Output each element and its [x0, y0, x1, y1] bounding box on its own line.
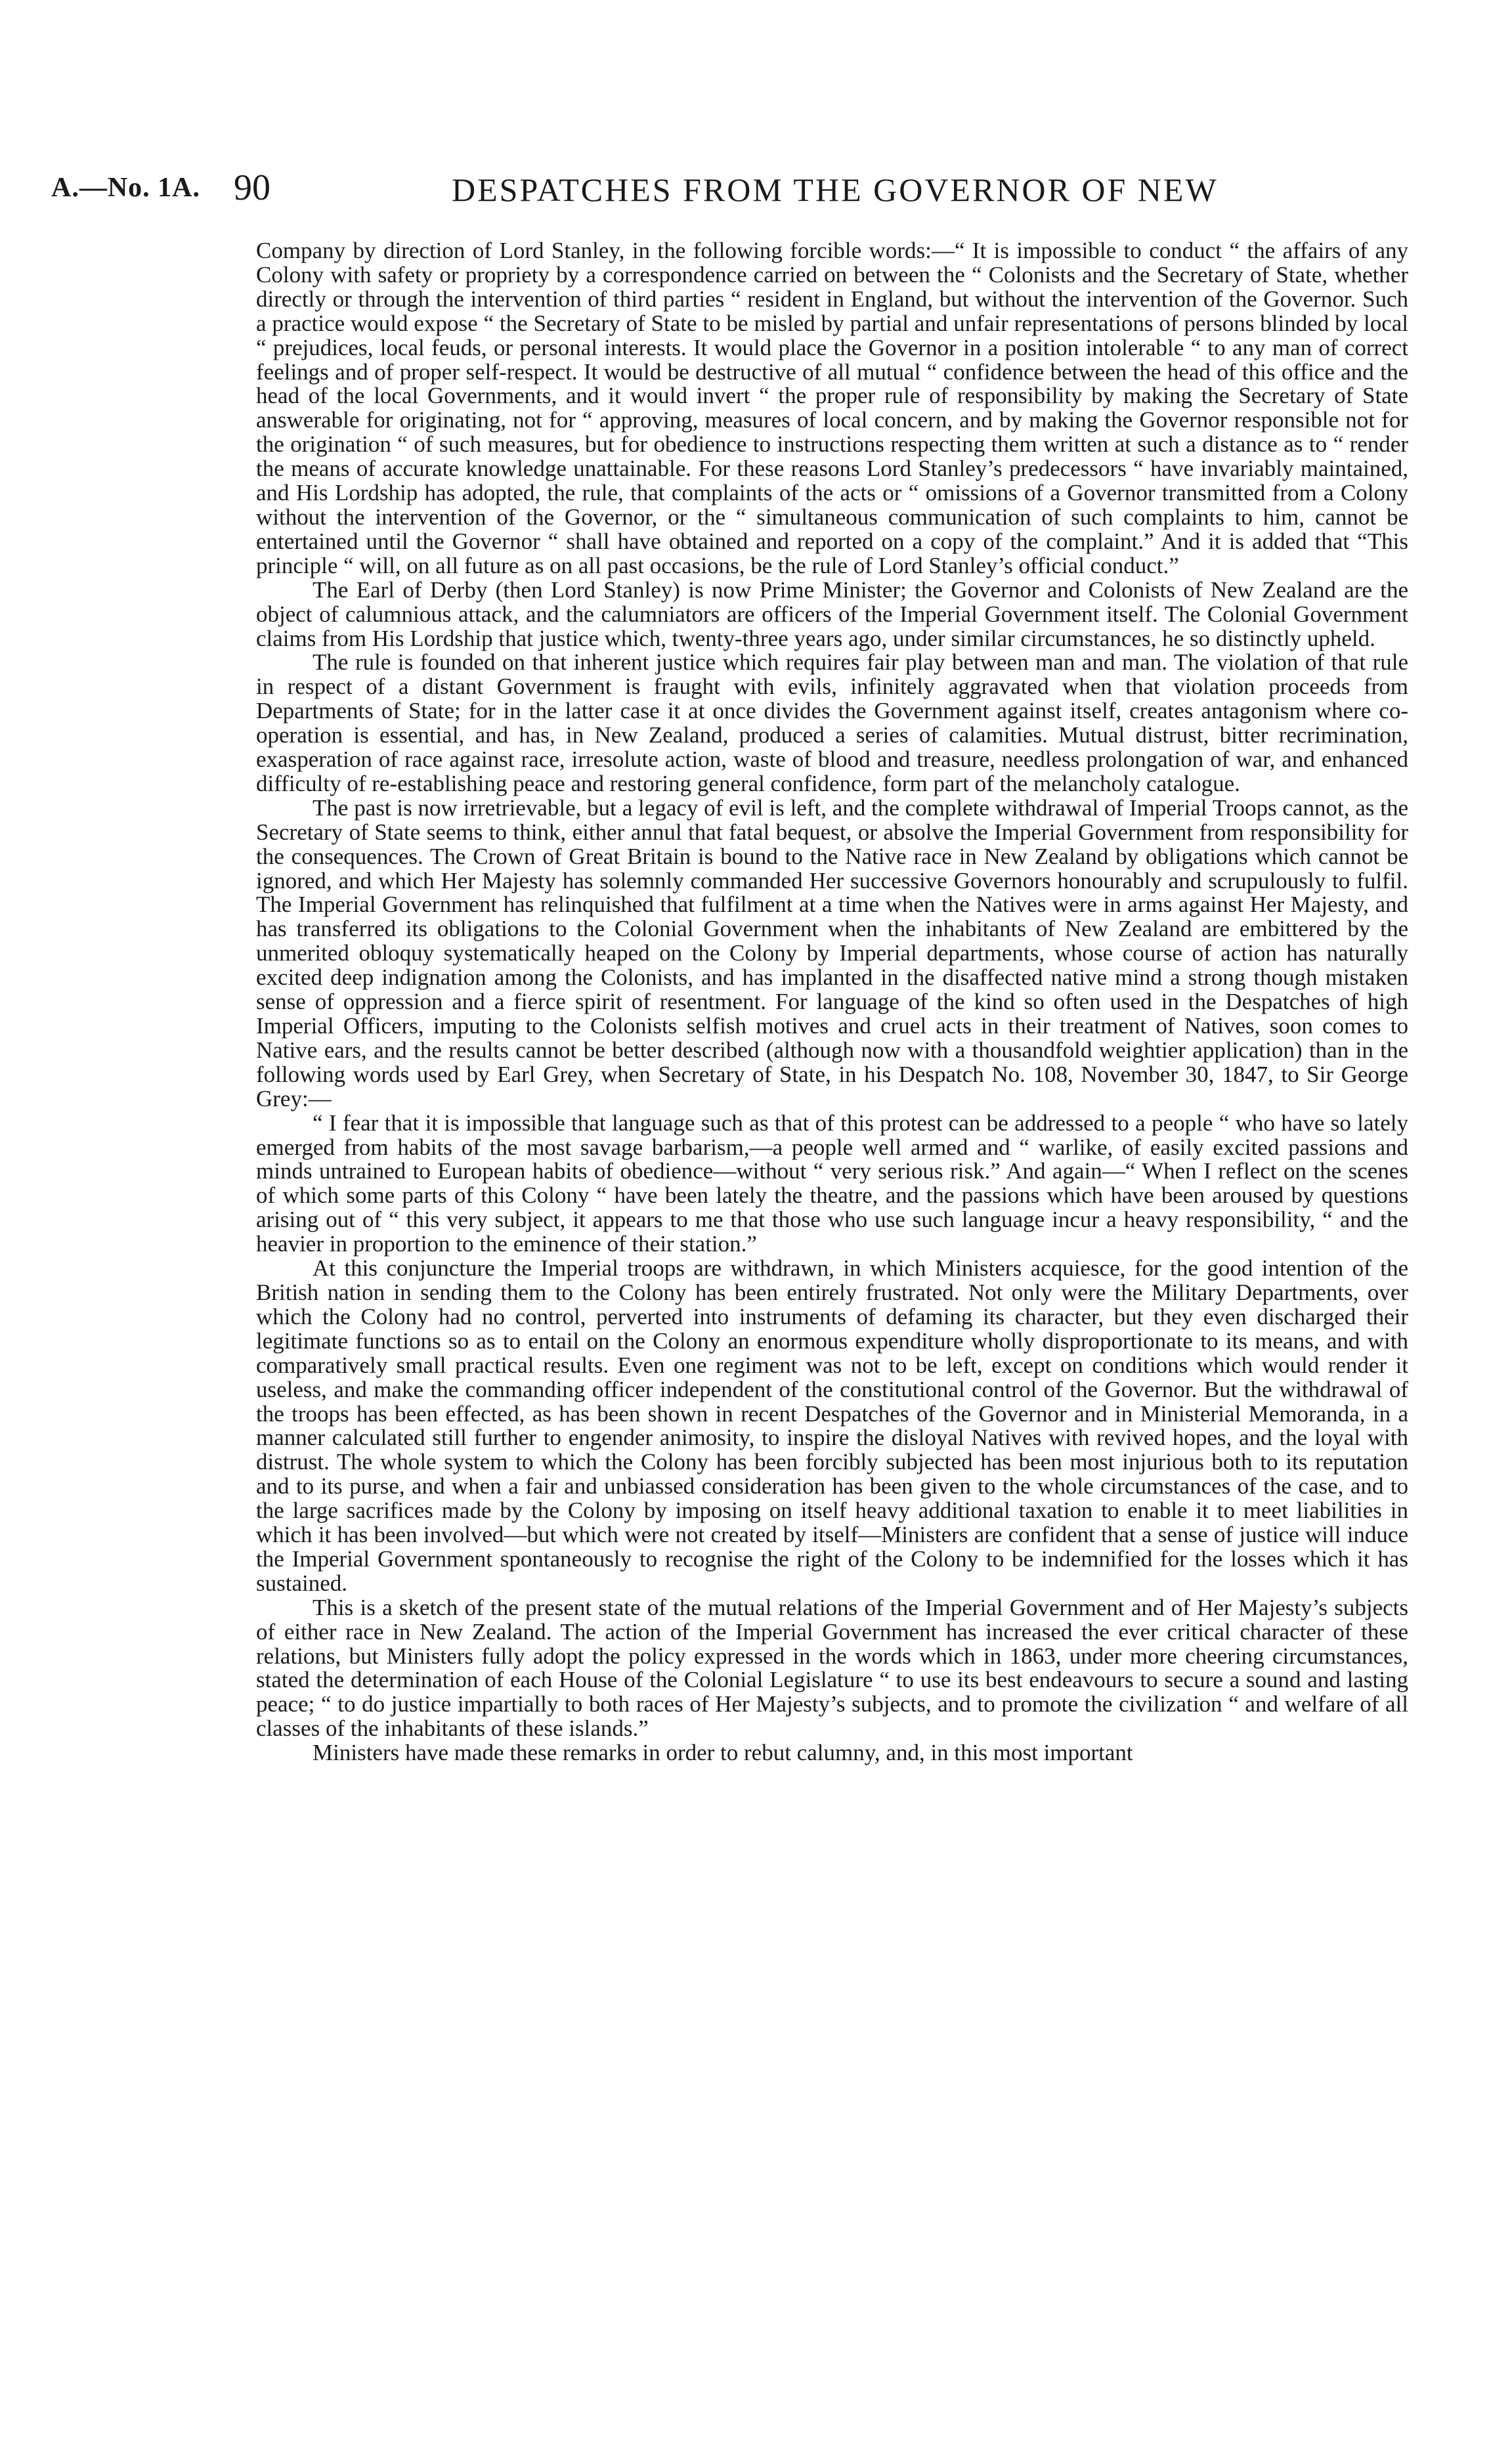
paragraph-stanley-quote: Company by direction of Lord Stanley, in the following forcible words:—“ It is impossible to conduct “ the affairs of any Colony with safety or propriety by a correspondence carried on between the “ Colonists and the Secretary of State, whether directly or through the intervention of third parties “ resident in England, but without the intervention of the Governor. Such a practice would expose “ the Secretary of State to be misled by partial and unfair representations of persons blinded by local “ prejudices, local feuds, or personal interests. It would place the Governor in a position intolerable “ to any man of correct feelings and of proper self-respect. It would be destructive of all mutual “ confidence between the head of this office and the head of the local Governments, and it would invert “ the proper rule of responsibility by making the Secretary of State answerable for originating, not for “ approving, measures of local concern, and by making the Governor responsible not for the origination “ of such measures, but for obedience to instructions respecting them written at such a distance as to “ render the means of accurate knowledge unattainable. For these reasons Lord Stanley’s predecessors “ have invariably maintained, and His Lordship has adopted, the rule, that complaints of the acts or “ omissions of a Governor transmitted from a Colony without the intervention of the Governor, or the “ simultaneous communication of such complaints to him, cannot be entertained until the Governor “ shall have obtained and reported on a copy of the complaint.” And it is added that “This principle “ will, on all future as on all past occasions, be the rule of Lord Stanley’s official conduct.” [256, 238, 1408, 578]
running-title: DESPATCHES FROM THE GOVERNOR OF NEW [452, 171, 1219, 208]
paragraph-troops-withdrawn: At this conjuncture the Imperial troops are withdrawn, in which Ministers acquiesce, for the good intention of the British nation in sending them to the Colony has been entirely frustrated. Not only were the Military Departments, over which the Colony had no control, perverted into instruments of defaming its character, but they even discharged their legitimate functions so as to entail on the Colony an enormous expenditure wholly disproportionate to its means, and with comparatively small practical results. Even one regiment was not to be left, except on conditions which would render it useless, and make the commanding officer independent of the constitutional control of the Governor. But the withdrawal of the troops has been effected, as has been shown in recent Despatches of the Governor and in Ministerial Memoranda, in a manner calculated still further to engender animosity, to inspire the disloyal Natives with revived hopes, and the loyal with distrust. The whole system to which the Colony has been forcibly subjected has been most injurious both to its reputation and to its purse, and when a fair and unbiassed consideration has been given to the whole circumstances of the case, and to the large sacrifices made by the Colony by imposing on itself heavy additional taxation to enable it to meet liabilities in which it has been involved—but which were not created by itself—Ministers are confident that a sense of justice will induce the Imperial Government spontaneously to recognise the right of the Colony to be indemnified for the losses which it has sustained. [256, 1255, 1408, 1596]
paragraph-ministers-remarks: Ministers have made these remarks in order to rebut calumny, and, in this most important [313, 1740, 1133, 1766]
paragraph-sketch-relations: This is a sketch of the present state of the mutual relations of the Imperial Government and of Her Majesty’s subjects of either race in New Zealand. The action of the Imperial Government has increased the ever critical character of these relations, but Ministers fully adopt the policy expressed in the words which in 1863, under more cheering circumstances, stated the determination of each House of the Colonial Legislature “ to use its best endeavours to secure a sound and lasting peace; “ to do justice impartially to both races of Her Majesty’s subjects, and to promote the civilization “ and welfare of all classes of the inhabitants of these islands.” [256, 1594, 1408, 1742]
body-text [256, 239, 1408, 1765]
paper-reference: A.—No. 1A. [51, 173, 200, 203]
page-number: 90 [234, 167, 270, 208]
page-header [51, 167, 1404, 211]
paragraph-earl-grey-quote: “ I fear that it is impossible that language such as that of this protest can be addressed to a people “ who have so lately emerged from habits of the most savage barbarism,—a people well armed and “ warlike, of easily excited passions and minds untrained to European habits of obedience—without “ very serious risk.” And again—“ When I reflect on the scenes of which some parts of this Colony “ have been lately the theatre, and the passions which have been aroused by questions arising out of “ this very subject, it appears to me that those who use such language incur a heavy responsibility, “ and the heavier in proportion to the eminence of their station.” [256, 1110, 1408, 1257]
paragraph-past-irretrievable: The past is now irretrievable, but a legacy of evil is left, and the complete withdrawal of Imperial Troops cannot, as the Secretary of State seems to think, either annul that fatal bequest, or absolve the Imperial Government from responsibility for the consequences. The Crown of Great Britain is bound to the Native race in New Zealand by obligations which cannot be ignored, and which Her Majesty has solemnly commanded Her successive Governors honourably and scrupulously to fulfil. The Imperial Government has relinquished that fulfilment at a time when the Natives were in arms against Her Majesty, and has transferred its obligations to the Colonial Government when the inhabitants of New Zealand are embittered by the unmerited obloquy systematically heaped on the Colony by Imperial departments, whose course of action has naturally excited deep indignation among the Colonists, and has implanted in the disaffected native mind a strong though mistaken sense of oppression and a fierce spirit of resentment. For language of the kind so often used in the Despatches of high Imperial Officers, imputing to the Colonists selfish motives and cruel acts in their treatment of Natives, soon comes to Native ears, and the results cannot be better described (although now with a thousandfold weightier application) than in the following words used by Earl Grey, when Secretary of State, in his Despatch No. 108, November 30, 1847, to Sir George Grey:— [256, 794, 1408, 1111]
paragraph-earl-of-derby: The Earl of Derby (then Lord Stanley) is now Prime Minister; the Governor and Colonists of New Zealand are the object of calumnious attack, and the calumniators are officers of the Imperial Government itself. The Colonial Government claims from His Lordship that justice which, twenty-three years ago, under similar circumstances, he so distinctly upheld. [256, 576, 1408, 651]
paragraph-rule-founded: The rule is founded on that inherent justice which requires fair play between man and man. The violation of that rule in respect of a distant Government is fraught with evils, infinitely aggravated when that violation proceeds from Departments of State; for in the latter case it at once divides the Government against itself, creates antagonism where co-operation is essential, and has, in New Zealand, produced a series of calamities. Mutual distrust, bitter recrimination, exasperation of race against race, irresolute action, waste of blood and treasure, needless prolongation of war, and enhanced difficulty of re-establishing peace and restoring general confidence, form part of the melancholy catalogue. [256, 649, 1408, 796]
